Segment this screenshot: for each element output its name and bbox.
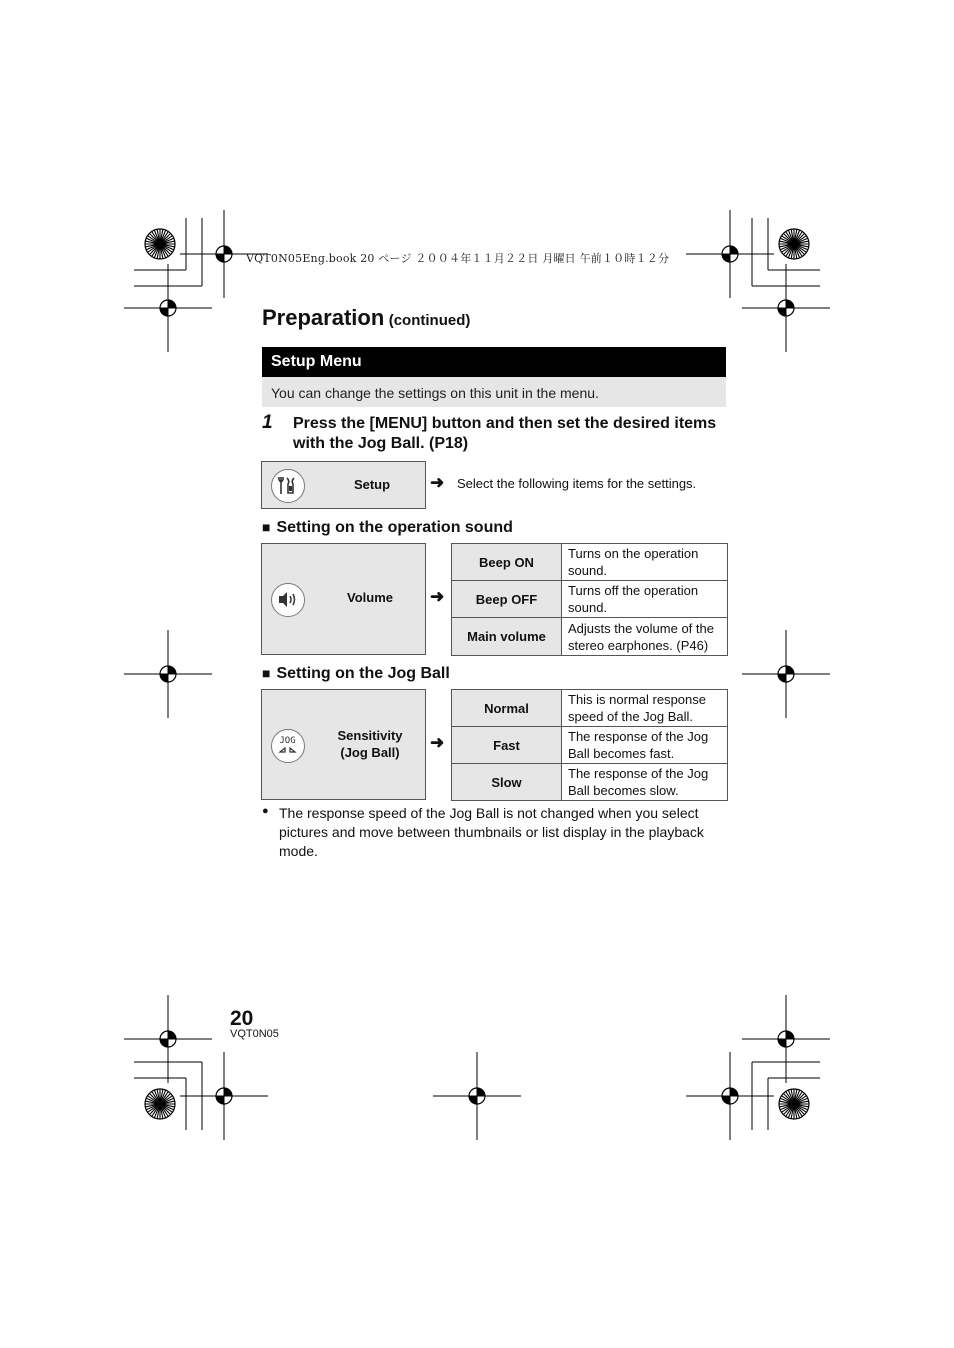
option-main-volume: Main volume [452, 618, 562, 656]
sensitivity-label-line1: Sensitivity [337, 728, 403, 743]
option-fast: Fast [452, 727, 562, 764]
step-instruction: Press the [MENU] button and then set the desired items with the Jog Ball. (P18) [293, 415, 717, 452]
jog-icon-text: JOG [279, 736, 296, 746]
option-description: The response of the Jog Ball becomes slow. [562, 764, 728, 801]
setup-description: Select the following items for the settings. [457, 476, 697, 491]
table-row [452, 618, 728, 656]
page-number: 20 [230, 1007, 254, 1030]
page-title-main: Preparation [262, 305, 385, 330]
setup-menu-box [261, 461, 426, 509]
option-description: This is normal response speed of the Jog Ball. [562, 690, 728, 727]
table-row [452, 581, 728, 618]
square-bullet-icon: ■ [262, 519, 271, 535]
note-bullet-icon: ● [262, 805, 269, 817]
square-bullet-icon: ■ [262, 665, 271, 681]
jog-ball-icon [271, 729, 305, 763]
option-description: Adjusts the volume of the stereo earphones. (P46) [562, 618, 728, 656]
section-heading: Setup Menu [262, 347, 726, 377]
option-slow: Slow [452, 764, 562, 801]
page-title-suffix: (continued) [388, 312, 471, 329]
table-row [452, 764, 728, 801]
note-text: The response speed of the Jog Ball is not changed when you select pictures and move between thumbnails or list display in the playback mode. [279, 805, 704, 859]
jog-ball-heading [262, 665, 450, 683]
model-code: VQT0N05 [230, 1028, 279, 1040]
option-beep-off: Beep OFF [452, 581, 562, 618]
page-title [262, 305, 470, 331]
tools-icon [271, 469, 305, 503]
volume-options-table [451, 543, 728, 656]
option-beep-on: Beep ON [452, 544, 562, 581]
sensitivity-menu-box [261, 689, 426, 800]
operation-sound-title: Setting on the operation sound [276, 519, 513, 536]
table-row [452, 727, 728, 764]
speaker-icon [271, 583, 305, 617]
table-row [452, 544, 728, 581]
sensitivity-arrow: ➜ [430, 733, 445, 752]
jog-ball-title: Setting on the Jog Ball [276, 665, 450, 682]
option-description: The response of the Jog Ball becomes fast. [562, 727, 728, 764]
sensitivity-label [320, 727, 420, 761]
option-normal: Normal [452, 690, 562, 727]
operation-sound-heading [262, 519, 513, 537]
volume-arrow: ➜ [430, 587, 445, 606]
section-description: You can change the settings on this unit in the menu. [262, 377, 726, 407]
volume-menu-box [261, 543, 426, 655]
setup-arrow: ➜ [430, 473, 445, 492]
setup-label: Setup [353, 477, 391, 492]
option-description: Turns off the operation sound. [562, 581, 728, 618]
sensitivity-label-line2: (Jog Ball) [340, 745, 400, 760]
table-row [452, 690, 728, 727]
step-number: 1 [262, 412, 273, 433]
sensitivity-options-table [451, 689, 728, 801]
print-header: VQT0N05Eng.book 20 ページ ２００４年１１月２２日 月曜日 午前１０時１２分 [246, 252, 670, 265]
option-description: Turns on the operation sound. [562, 544, 728, 581]
volume-label: Volume [347, 590, 393, 605]
